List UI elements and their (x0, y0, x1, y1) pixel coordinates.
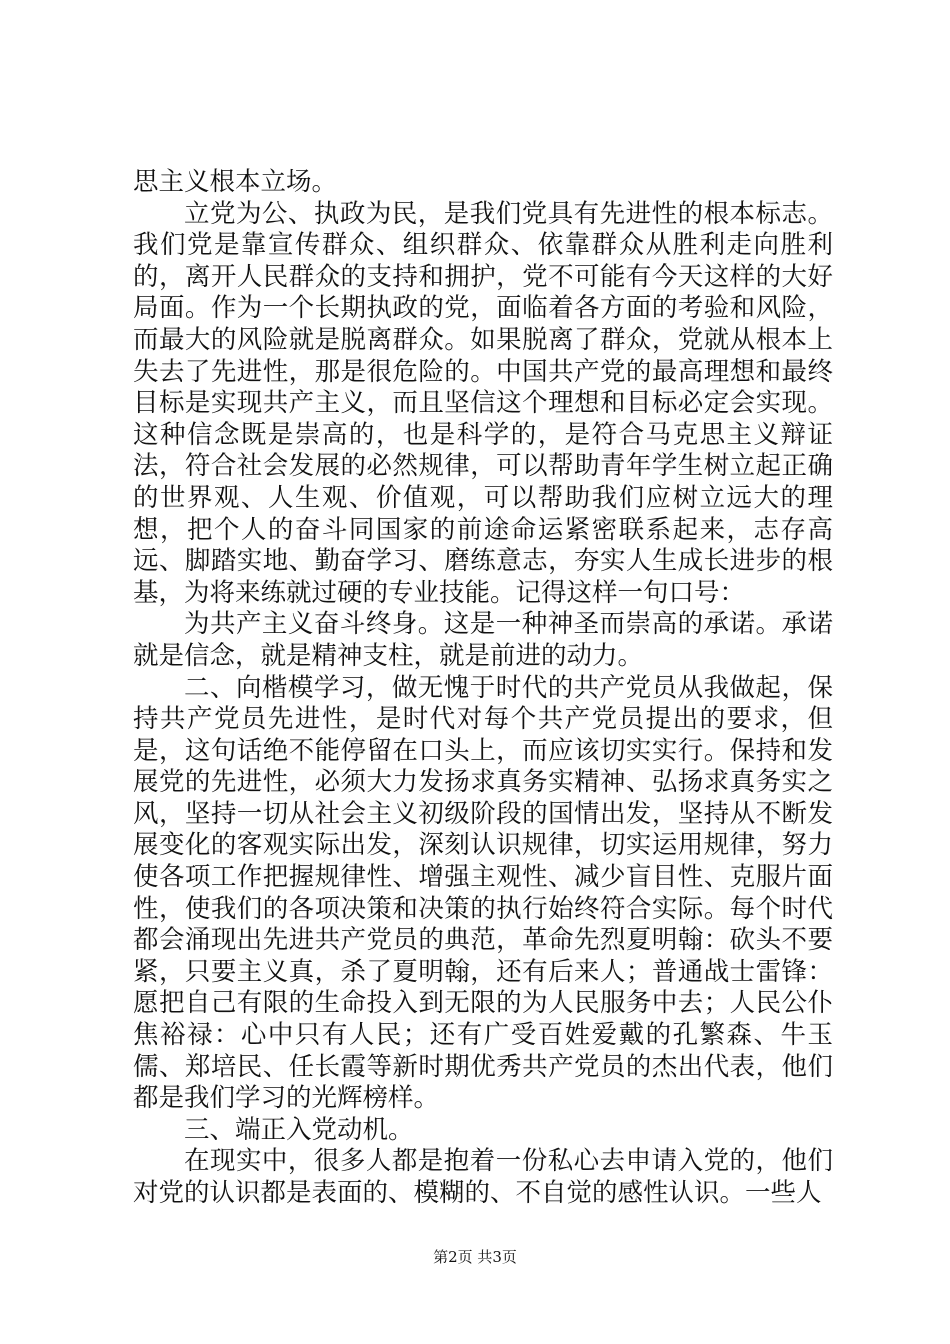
paragraph-3: 为共产主义奋斗终身。这是一种神圣而崇高的承诺。承诺就是信念，就是精神支柱，就是前进的动力。 (133, 609, 833, 671)
paragraph-2: 立党为公、执政为民，是我们党具有先进性的根本标志。我们党是靠宣传群众、组织群众、依靠群众从胜利走向胜利的，离开人民群众的支持和拥护，党不可能有今天这样的大好局面。作为一个长期执政的党，面临着各方面的考验和风险，而最大的风险就是脱离群众。如果脱离了群众，党就从根本上失去了先进性，那是很危险的。中国共产党的最高理想和最终目标是实现共产主义，而且坚信这个理想和目标必定会实现。这种信念既是崇高的，也是科学的，是符合马克思主义辩证法，符合社会发展的必然规律，可以帮助青年学生树立起正确的世界观、人生观、价值观，可以帮助我们应树立远大的理想，把个人的奋斗同国家的前途命运紧密联系起来，志存高远、脚踏实地、勤奋学习、磨练意志，夯实人生成长进步的根基，为将来练就过硬的专业技能。记得这样一句口号： (133, 198, 833, 608)
paragraph-1: 思主义根本立场。 (133, 167, 338, 197)
page-number-footer: 第2页 共3页 (433, 1248, 517, 1266)
document-body (133, 167, 833, 1210)
paragraph-4: 二、向楷模学习，做无愧于时代的共产党员从我做起，保持共产党员先进性，是时代对每个共产党员提出的要求，但是，这句话绝不能停留在口头上，而应该切实实行。保持和发展党的先进性，必须大力发扬求真务实精神、弘扬求真务实之风，坚持一切从社会主义初级阶段的国情出发，坚持从不断发展变化的客观实际出发，深刻认识规律，切实运用规律，努力使各项工作把握规律性、增强主观性、减少盲目性、克服片面性，使我们的各项决策和决策的执行始终符合实际。每个时代都会涌现出先进共产党员的典范，革命先烈夏明翰：砍头不要紧，只要主义真，杀了夏明翰，还有后来人；普通战士雷锋：愿把自己有限的生命投入到无限的为人民服务中去；人民公仆焦裕禄：心中只有人民；还有广受百姓爱戴的孔繁森、牛玉儒、郑培民、任长霞等新时期优秀共产党员的杰出代表，他们都是我们学习的光辉榜样。 (133, 672, 833, 1114)
paragraph-6: 在现实中，很多人都是抱着一份私心去申请入党的，他们对党的认识都是表面的、模糊的、不自觉的感性认识。一些人 (133, 1146, 833, 1208)
paragraph-5-heading: 三、端正入党动机。 (184, 1114, 414, 1145)
